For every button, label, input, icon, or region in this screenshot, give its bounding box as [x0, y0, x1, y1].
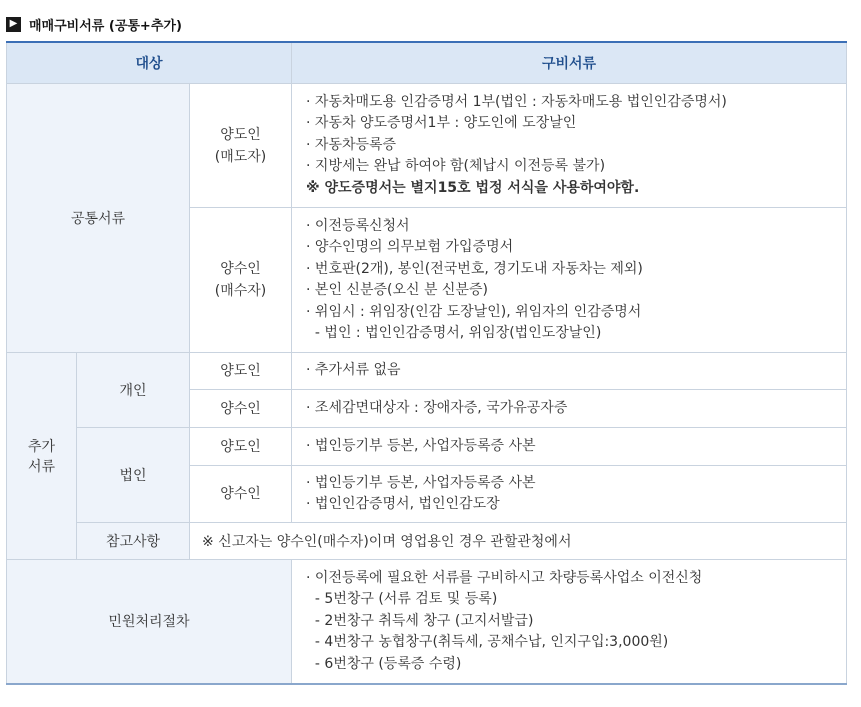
list-item: · 이전등록에 필요한 서류를 구비하시고 차량등록사업소 이전신청 [306, 569, 703, 586]
seller-role-sub: (매도자) [214, 148, 267, 165]
additional-label-line2: 서류 [27, 459, 56, 475]
common-documents-label: 공통서류 [7, 84, 190, 353]
common-buyer-items [292, 208, 847, 353]
section-heading [6, 14, 182, 34]
procedure-items [292, 560, 847, 684]
list-item: · 법인등기부 등본, 사업자등록증 사본 [306, 474, 536, 491]
list-item: - 6번창구 (등록증 수령) [306, 655, 462, 672]
list-item-note: ※ 양도증명서는 별지15호 법정 서식을 사용하여야함. [306, 179, 640, 196]
list-item: - 법인 : 법인인감증명서, 위임장(법인도장날인) [306, 325, 602, 341]
reference-text: ※ 신고자는 양수인(매수자)이며 영업용인 경우 관할관청에서 [190, 523, 847, 560]
buyer-role-label: 양수인 [220, 261, 261, 277]
seller-role-label: 양도인 [220, 126, 261, 143]
additional-label-line1: 추가 [27, 439, 56, 455]
list-item: · 법인인감증명서, 법인인감도장 [306, 496, 500, 512]
individual-buyer-role: 양수인 [190, 390, 292, 428]
buyer-role-sub: (매수자) [214, 283, 267, 299]
list-item: - 2번창구 취득세 창구 (고지서발급) [306, 612, 534, 629]
corporate-buyer-role: 양수인 [190, 466, 292, 523]
corporate-seller-item: · 법인등기부 등본, 사업자등록증 사본 [292, 428, 847, 466]
list-item: · 자동차등록증 [306, 136, 397, 153]
corporate-buyer-items [292, 466, 847, 523]
common-buyer-role [190, 208, 292, 353]
list-item: · 위임시 : 위임장(인감 도장날인), 위임자의 인감증명서 [306, 303, 642, 320]
list-item: · 지방세는 완납 하여야 함(체납시 이전등록 불가) [306, 158, 606, 175]
common-seller-items [292, 84, 847, 208]
list-item: - 5번창구 (서류 검토 및 등록) [306, 591, 498, 607]
section-marker-icon: ▶ [6, 17, 21, 32]
list-item: - 4번창구 농협창구(취득세, 공채수납, 인지구입:3,000원) [306, 634, 669, 650]
individual-seller-role: 양도인 [190, 353, 292, 390]
procedure-label: 민원처리절차 [7, 560, 292, 684]
header-documents: 구비서류 [292, 42, 847, 84]
individual-label: 개인 [77, 353, 190, 428]
list-item: · 자동차 양도증명서1부 : 양도인에 도장날인 [306, 115, 577, 132]
list-item: · 이전등록신청서 [306, 217, 410, 234]
header-target: 대상 [7, 42, 292, 84]
section-title: 매매구비서류 (공통+추가) [29, 18, 182, 34]
documents-table [6, 41, 847, 685]
corporate-label: 법인 [77, 428, 190, 523]
reference-label: 참고사항 [77, 523, 190, 560]
list-item: · 자동차매도용 인감증명서 1부(법인 : 자동차매도용 법인인감증명서) [306, 93, 727, 110]
list-item: · 번호판(2개), 봉인(전국번호, 경기도내 자동차는 제외) [306, 260, 643, 277]
individual-seller-item: · 추가서류 없음 [292, 353, 847, 390]
common-seller-role [190, 84, 292, 208]
list-item: · 양수인명의 의무보험 가입증명서 [306, 239, 514, 255]
corporate-seller-role: 양도인 [190, 428, 292, 466]
individual-buyer-item: · 조세감면대상자 : 장애자증, 국가유공자증 [292, 390, 847, 428]
additional-documents-label [7, 353, 77, 560]
list-item: · 본인 신분증(오신 분 신분증) [306, 282, 488, 298]
